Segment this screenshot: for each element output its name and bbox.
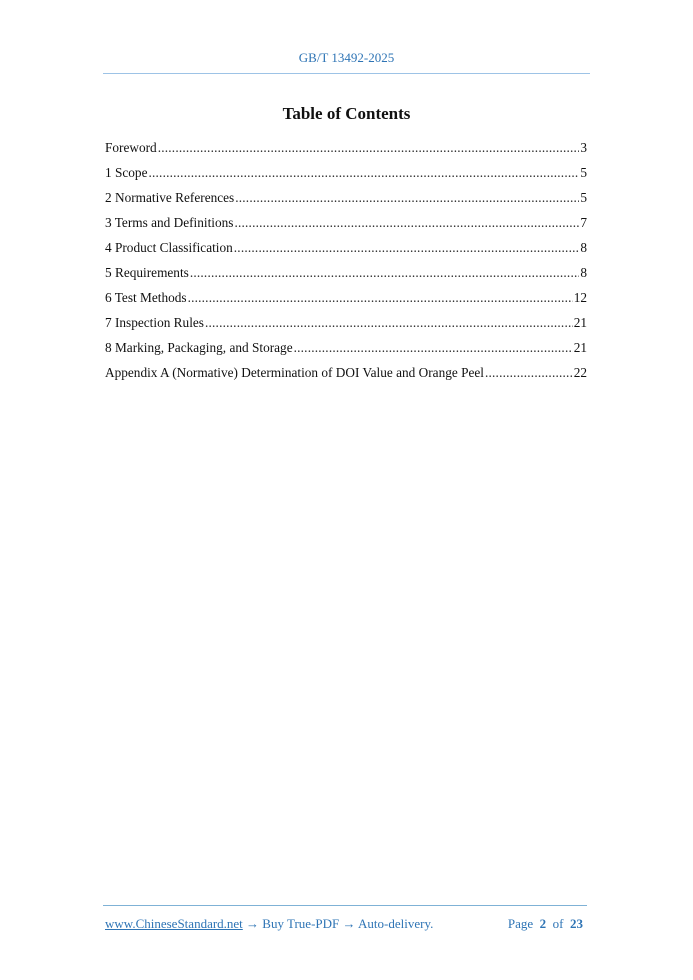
toc-entry-page: 7 (580, 215, 587, 230)
toc-entry-foreword[interactable] (105, 138, 587, 163)
dot-leader (485, 363, 573, 382)
delivery-text: Auto-delivery. (358, 916, 434, 931)
toc-entry-page: 8 (580, 265, 587, 280)
table-of-contents (105, 138, 587, 388)
toc-entry-page: 21 (573, 315, 587, 330)
header-divider (103, 73, 590, 74)
dot-leader (235, 188, 579, 207)
page-prefix: Page (507, 916, 534, 931)
toc-entry-marking-packaging-storage[interactable] (105, 338, 587, 363)
toc-entry-page: 3 (580, 140, 587, 155)
buy-text: Buy True-PDF (262, 916, 340, 931)
toc-entry-label: 6 Test Methods (105, 290, 187, 305)
dot-leader (158, 138, 580, 157)
total-pages: 23 (570, 916, 583, 931)
dot-leader (294, 338, 573, 357)
dot-leader (148, 163, 579, 182)
toc-entry-scope[interactable] (105, 163, 587, 188)
toc-entry-label: 3 Terms and Definitions (105, 215, 234, 230)
dot-leader (205, 313, 573, 332)
toc-entry-label: 8 Marking, Packaging, and Storage (105, 340, 293, 355)
toc-entry-page: 22 (573, 365, 587, 380)
toc-entry-test-methods[interactable] (105, 288, 587, 313)
footer-promo (105, 916, 433, 932)
dot-leader (188, 288, 573, 307)
arrow-right-icon: → (242, 916, 263, 931)
dot-leader (234, 238, 580, 257)
toc-entry-page: 5 (580, 165, 587, 180)
toc-entry-label: 4 Product Classification (105, 240, 233, 255)
page-indicator (508, 916, 583, 932)
toc-entry-label: 7 Inspection Rules (105, 315, 204, 330)
toc-entry-label: Appendix A (Normative) Determination of DOI Value and Orange Peel (105, 365, 484, 380)
toc-entry-product-classification[interactable] (105, 238, 587, 263)
website-link[interactable]: www.ChineseStandard.net (105, 916, 243, 931)
footer-divider (103, 905, 587, 906)
toc-entry-page: 8 (580, 240, 587, 255)
header-standard-code: GB/T 13492-2025 (298, 50, 395, 65)
of-text: of (552, 916, 564, 931)
toc-entry-terms-definitions[interactable] (105, 213, 587, 238)
toc-entry-label: Foreword (105, 140, 157, 155)
toc-entry-page: 21 (573, 340, 587, 355)
toc-entry-inspection-rules[interactable] (105, 313, 587, 338)
toc-title: Table of Contents (282, 104, 411, 123)
toc-entry-normative-references[interactable] (105, 188, 587, 213)
toc-entry-appendix-a[interactable] (105, 363, 587, 388)
toc-entry-label: 1 Scope (105, 165, 148, 180)
arrow-right-icon: → (339, 916, 359, 931)
dot-leader (234, 213, 579, 232)
toc-entry-requirements[interactable] (105, 263, 587, 288)
current-page: 2 (539, 916, 547, 931)
toc-entry-page: 5 (580, 190, 587, 205)
dot-leader (190, 263, 580, 282)
toc-entry-label: 5 Requirements (105, 265, 189, 280)
toc-entry-label: 2 Normative References (105, 190, 235, 205)
page-footer (105, 916, 585, 932)
toc-entry-page: 12 (573, 290, 587, 305)
